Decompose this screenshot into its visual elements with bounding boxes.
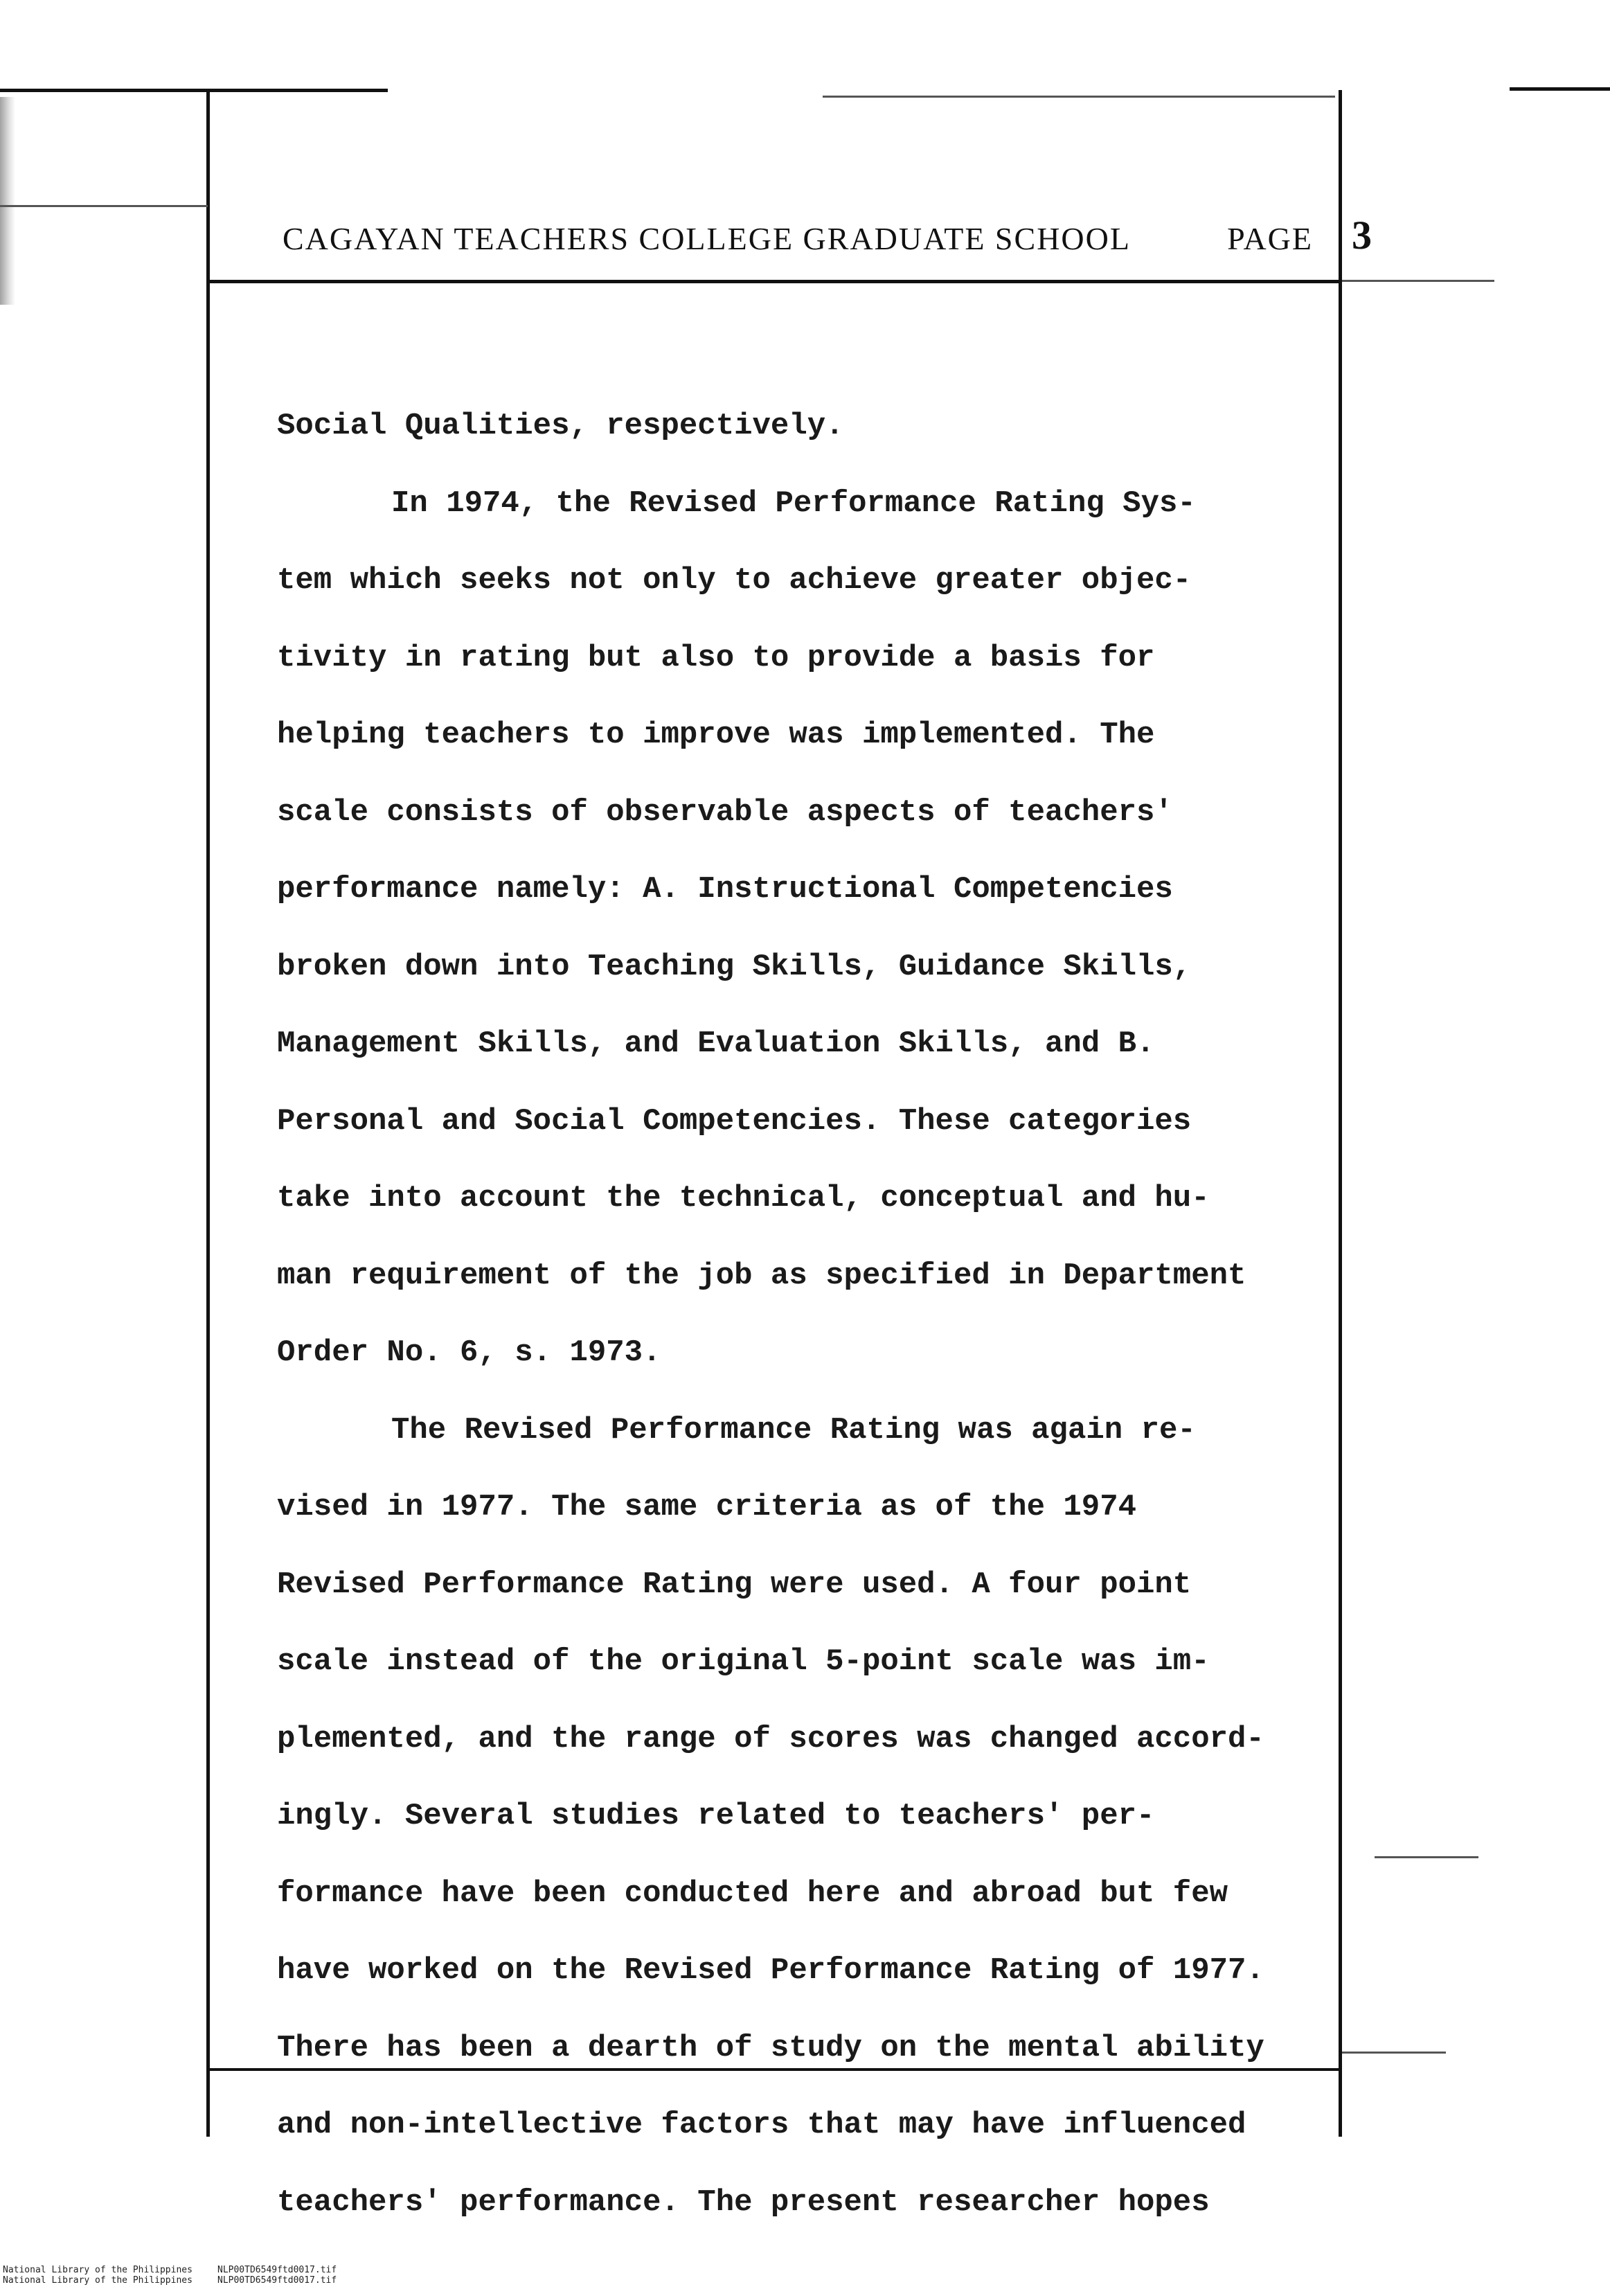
- text-line: There has been a dearth of study on the mental ability: [277, 2030, 1264, 2065]
- footer-row: [3, 2265, 337, 2275]
- page-number: 3: [1352, 213, 1372, 258]
- text-line: teachers' performance. The present researcher hopes: [277, 2184, 1210, 2220]
- page-header: [283, 220, 1328, 262]
- text-line: performance namely: A. Instructional Competencies: [277, 872, 1173, 907]
- text-line: formance have been conducted here and abroad but few: [277, 1876, 1228, 1911]
- text-line: take into account the technical, conceptual and hu-: [277, 1181, 1210, 1216]
- text-line: In 1974, the Revised Performance Rating Sys-: [391, 486, 1196, 521]
- library-credit: National Library of the Philippines: [3, 2265, 193, 2275]
- body-paragraphs: [277, 388, 1330, 2241]
- top-rule-left: [0, 89, 388, 92]
- page-label: PAGE: [1227, 221, 1313, 256]
- top-rule-middle: [823, 96, 1335, 98]
- text-line: helping teachers to improve was implemented. The: [277, 718, 1155, 752]
- text-line: Revised Performance Rating were used. A four point: [277, 1567, 1192, 1602]
- text-line: Social Qualities, respectively.: [277, 409, 844, 443]
- header-rule: [206, 280, 1341, 283]
- footer-row: [3, 2275, 337, 2286]
- text-line: tem which seeks not only to achieve greater objec-: [277, 563, 1192, 598]
- text-line: vised in 1977. The same criteria as of the 1974: [277, 1490, 1137, 1524]
- margin-rule-right: [1375, 1856, 1478, 1858]
- text-line: man requirement of the job as specified in Department: [277, 1258, 1246, 1293]
- bottom-rule-right: [1342, 2052, 1446, 2054]
- text-line: scale consists of observable aspects of teachers': [277, 794, 1173, 830]
- text-line: tivity in rating but also to provide a basis for: [277, 640, 1155, 675]
- text-line: Management Skills, and Evaluation Skills, and B.: [277, 1026, 1155, 1061]
- scan-footer: [3, 2265, 337, 2286]
- header-rule-left: [0, 205, 208, 207]
- text-line: plemented, and the range of scores was changed accord-: [277, 1721, 1264, 1756]
- school-title: CAGAYAN TEACHERS COLLEGE GRADUATE SCHOOL: [283, 221, 1131, 256]
- header-rule-right: [1342, 280, 1494, 282]
- right-margin-rule: [1339, 90, 1342, 2137]
- text-line: Personal and Social Competencies. These categories: [277, 1103, 1192, 1139]
- text-line: Order No. 6, s. 1973.: [277, 1335, 661, 1370]
- left-margin-rule: [206, 90, 210, 2137]
- text-line: have worked on the Revised Performance Rating of 1977.: [277, 1953, 1264, 1988]
- text-line: The Revised Performance Rating was again re-: [391, 1412, 1196, 1448]
- text-line: and non-intellective factors that may have influenced: [277, 2108, 1246, 2142]
- library-credit: National Library of the Philippines: [3, 2275, 193, 2286]
- text-line: broken down into Teaching Skills, Guidance Skills,: [277, 949, 1192, 984]
- top-rule-right: [1510, 87, 1610, 91]
- file-name: NLP00TD6549ftd0017.tif: [217, 2265, 337, 2275]
- scan-edge-artifact: [0, 97, 15, 305]
- text-line: ingly. Several studies related to teachers' per-: [277, 1799, 1155, 1833]
- file-name: NLP00TD6549ftd0017.tif: [217, 2275, 337, 2286]
- text-line: scale instead of the original 5-point scale was im-: [277, 1644, 1210, 1679]
